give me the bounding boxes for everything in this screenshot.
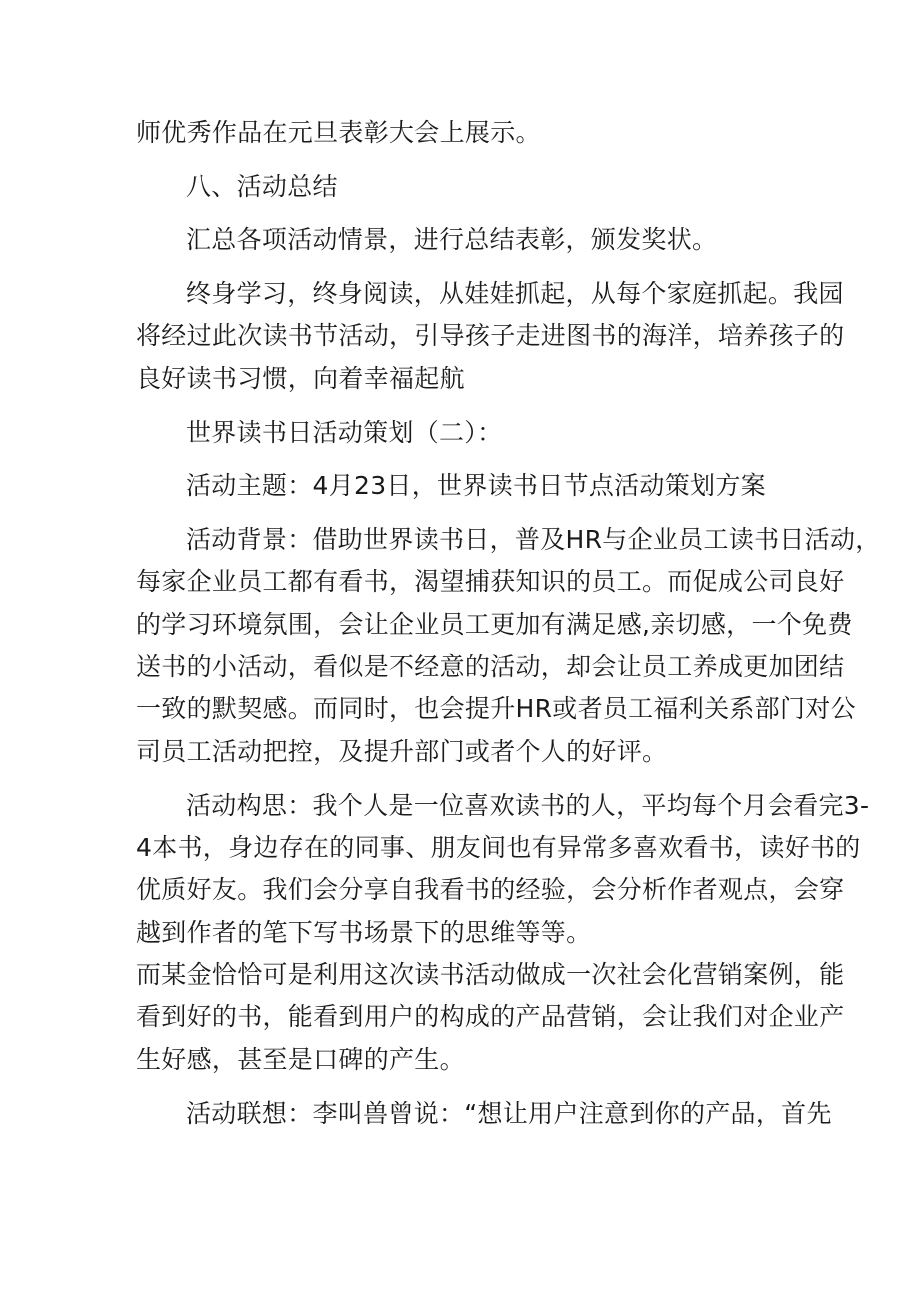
text-line: 将经过此次读书节活动，引导孩子走进图书的海洋，培养孩子的: [136, 321, 845, 350]
text-line: 的学习环境氛围，会让企业员工更加有满足感,亲切感，一个免费: [136, 610, 853, 639]
text-line: 汇总各项活动情景，进行总结表彰，颁发奖状。: [186, 225, 718, 254]
text-line: 活动联想：李叫兽曾说：“想让用户注意到你的产品，首先: [186, 1099, 832, 1128]
text-line: 每家企业员工都有看书，渴望捕获知识的员工。而促成公司良好: [136, 567, 845, 596]
text-line: 看到好的书，能看到用户的构成的产品营销，会让我们对企业产: [136, 1002, 845, 1031]
section-heading: 世界读书日活动策划（二）：: [186, 418, 503, 447]
text-line: 良好读书习惯，向着幸福起航: [136, 364, 465, 393]
text-line: 而某金恰恰可是利用这次读书活动做成一次社会化营销案例，能: [136, 960, 845, 989]
section-heading: 八、活动总结: [186, 172, 338, 201]
text-line: 送书的小活动，看似是不经意的活动，却会让员工养成更加团结: [136, 652, 845, 681]
text-line: 活动主题：4月23日，世界读书日节点活动策划方案: [186, 471, 766, 500]
text-line: 越到作者的笔下写书场景下的思维等等。: [136, 918, 592, 947]
text-line: 师优秀作品在元旦表彰大会上展示。: [136, 118, 541, 147]
text-line: 活动背景：借助世界读书日，普及HR与企业员工读书日活动，: [186, 525, 881, 554]
text-line: 司员工活动把控，及提升部门或者个人的好评。: [136, 737, 668, 766]
text-line: 活动构思：我个人是一位喜欢读书的人，平均每个月会看完3-: [186, 791, 870, 820]
text-line: 4本书，身边存在的同事、朋友间也有异常多喜欢看书，读好书的: [136, 833, 861, 862]
text-line: 一致的默契感。而同时，也会提升HR或者员工福利关系部门对公: [136, 694, 856, 723]
text-line: 生好感，甚至是口碑的产生。: [136, 1045, 465, 1074]
text-line: 优质好友。我们会分享自我看书的经验，会分析作者观点，会穿: [136, 875, 845, 904]
text-line: 终身学习，终身阅读，从娃娃抓起，从每个家庭抓起。我园: [186, 279, 844, 308]
